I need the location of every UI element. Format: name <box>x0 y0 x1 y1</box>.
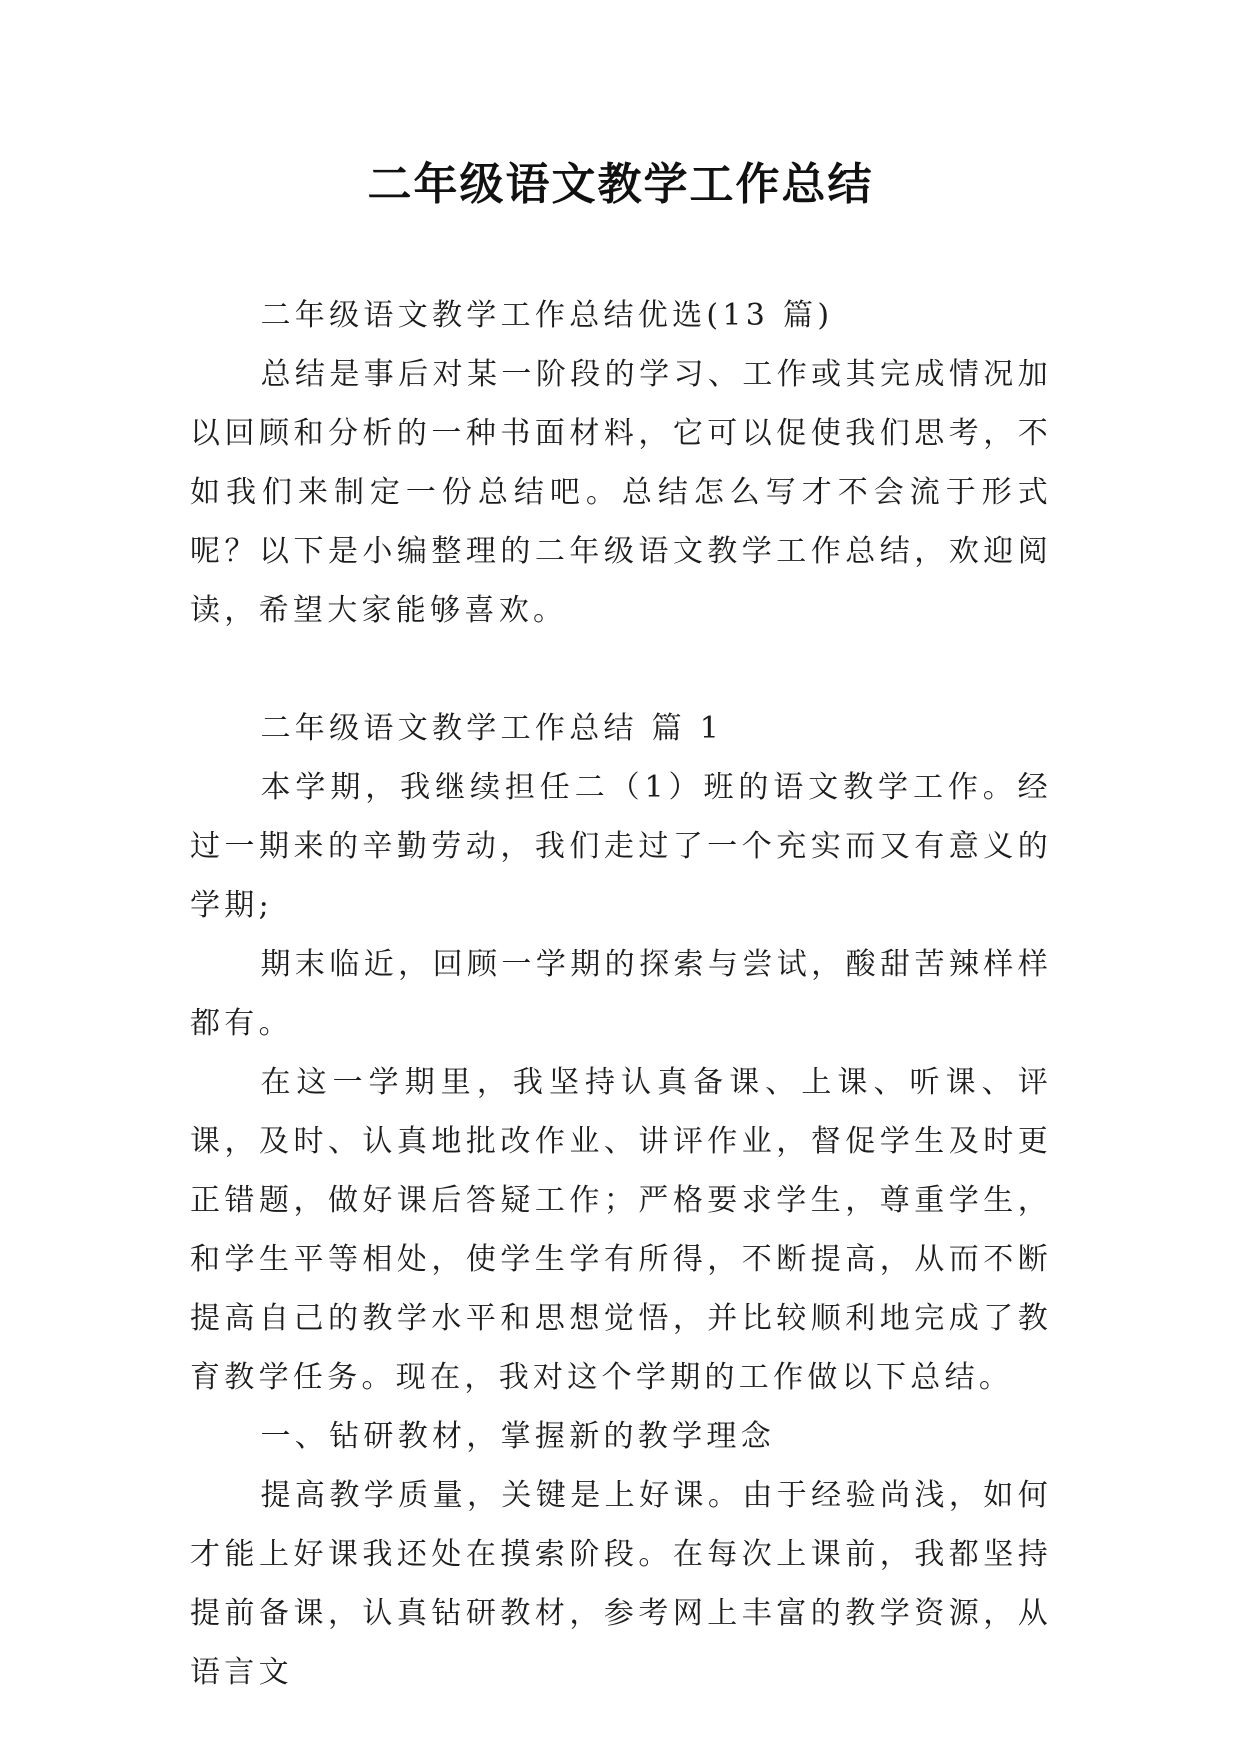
intro-paragraph: 总结是事后对某一阶段的学习、工作或其完成情况加以回顾和分析的一种书面材料，它可以促使我们思考，不如我们来制定一份总结吧。总结怎么写才不会流于形式呢？以下是小编整理的二年级语文教学工作总结，欢迎阅读，希望大家能够喜欢。 <box>190 357 1052 628</box>
subtitle-paragraph: 二年级语文教学工作总结优选(13 篇) <box>260 298 834 333</box>
body-paragraph: 在这一学期里，我坚持认真备课、上课、听课、评课，及时、认真地批改作业、讲评作业，督促学生及时更正错题，做好课后答疑工作；严格要求学生，尊重学生，和学生平等相处，使学生学有所得，不断提高，从而不断提高自己的教学水平和思想觉悟，并比较顺利地完成了教育教学任务。现在，我对这个学期的工作做以下总结。 <box>190 1065 1052 1395</box>
body-paragraph: 期末临近，回顾一学期的探索与尝试，酸甜苦辣样样都有。 <box>190 947 1052 1041</box>
body-paragraph: 本学期，我继续担任二（1）班的语文教学工作。经过一期来的辛勤劳动，我们走过了一个充实而又有意义的学期; <box>190 770 1052 923</box>
document-title: 二年级语文教学工作总结 <box>367 159 874 210</box>
document-body <box>190 286 1052 1702</box>
body-paragraph: 提高教学质量，关键是上好课。由于经验尚浅，如何才能上好课我还处在摸索阶段。在每次上课前，我都坚持提前备课，认真钻研教材，参考网上丰富的教学资源，从语言文 <box>190 1478 1052 1690</box>
subsection-heading: 一、钻研教材，掌握新的教学理念 <box>260 1419 775 1454</box>
section-heading: 二年级语文教学工作总结 篇 1 <box>260 711 724 746</box>
